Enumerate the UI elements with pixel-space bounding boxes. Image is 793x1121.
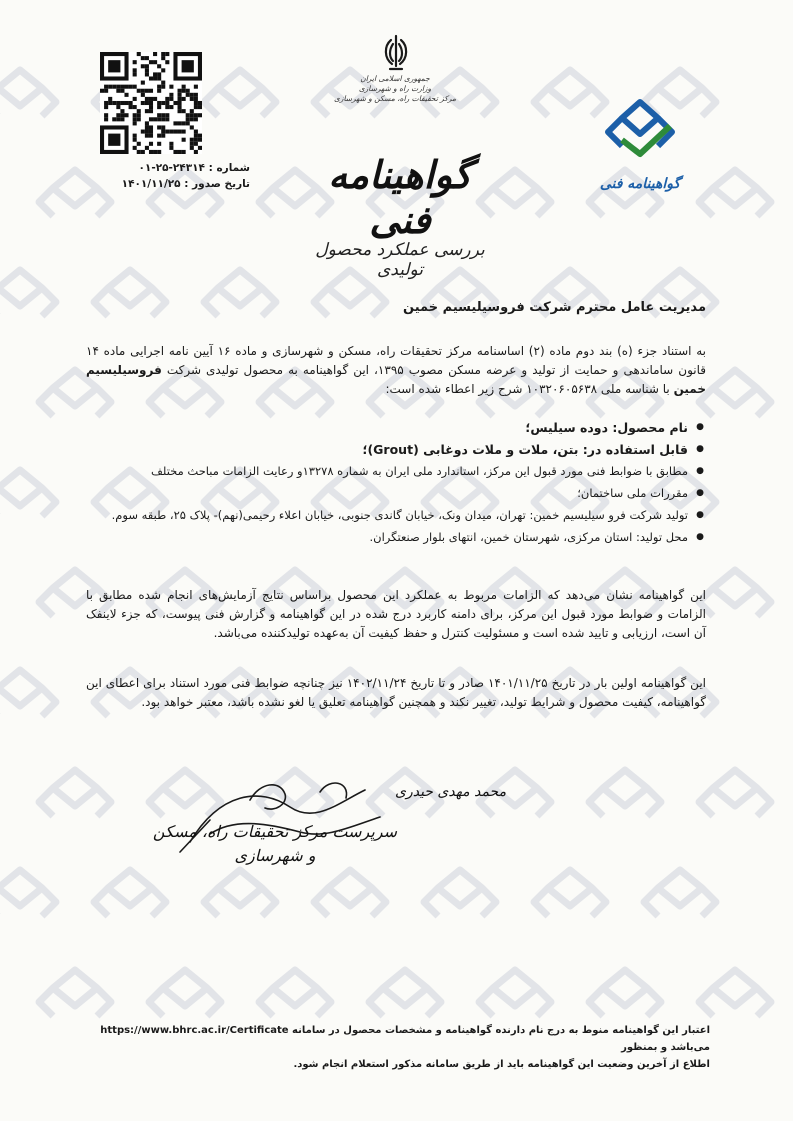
watermark-mark xyxy=(589,970,661,1016)
certificate-subtitle: بررسی عملکرد محصول تولیدی xyxy=(315,240,485,280)
watermark-mark xyxy=(259,970,331,1016)
watermark-mark xyxy=(699,170,771,216)
number-label: شماره : xyxy=(208,162,250,174)
watermark-mark xyxy=(0,670,56,716)
watermark-mark xyxy=(479,970,551,1016)
watermark-mark xyxy=(94,270,166,316)
watermark-mark xyxy=(39,970,111,1016)
addressee: مدیریت عامل محترم شرکت فروسیلیسیم خمین xyxy=(403,300,706,315)
watermark-mark xyxy=(94,870,166,916)
intro-text-end: با شناسه ملی ۱۰۳۲۰۶۰۵۶۳۸ شرح زیر اعطاء شده است: xyxy=(385,382,670,396)
validation-paragraph: این گواهینامه نشان می‌دهد که الزامات مربوط به عملکرد این محصول براساس نتایج آزمایش‌های انجام شده مطابق با الزامات و ضوابط مورد قبول این مرکز، برای دامنه کاربرد درج شده در این گواهینامه و گزارش فنی پیوست، که جزء لاینفک آن است، ارزیابی و تایید شده است و مسئولیت کنترل و حفظ کیفیت آن به‌عهده تولیدکننده می‌باشد. xyxy=(86,588,706,640)
intro-text: به استناد جزء (ه) بند دوم ماده (۲) اساسنامه مرکز تحقیقات راه، مسکن و شهرسازی و ماده ۱۶ آیین نامه اجرایی ماده ۱۴ قانون ساماندهی و حمایت از تولید و عرضه مسکن مصوب ۱۳۹۵، این گواهینامه به محصول تولیدی شرکت xyxy=(86,344,707,377)
validity-paragraph: این گواهینامه اولین بار در تاریخ ۱۴۰۱/۱۱/۲۵ صادر و تا تاریخ ۱۴۰۲/۱۱/۲۴ نیز چنانچه ضوابط فنی مورد استناد برای اعطای این گواهینامه، کیفیت محصول و شرایط تولید، تغییر نکند و همچنین گواهینامه تعلیق یا لغو نشده باشد، معتبر خواهد بود. xyxy=(86,676,706,709)
item-usage: ● قابل استفاده در: بتن، ملات و ملات دوغابی (Grout)؛ xyxy=(86,440,706,459)
national-emblem-icon xyxy=(380,32,412,72)
technical-certificate-logo-icon xyxy=(600,96,680,156)
item-product-name: ● نام محصول: دوده سیلیس؛ xyxy=(86,418,706,437)
number-value: ۲۴۳۱۴-۲۵-۰۱ xyxy=(138,162,205,174)
certificate-items xyxy=(86,418,706,550)
watermark-mark xyxy=(699,970,771,1016)
watermark-mark xyxy=(149,970,221,1016)
company-name: فروسیلیسیم خمین xyxy=(86,363,706,396)
signer-role: سرپرست مرکز تحقیقات راه، مسکن و شهرسازی xyxy=(152,822,398,865)
issue-date-label: تاریخ صدور : xyxy=(184,178,250,190)
item-regulations: ● مقررات ملی ساختمان؛ xyxy=(86,484,706,503)
watermark-mark xyxy=(0,70,56,116)
item-production-site: ● محل تولید: استان مرکزی، شهرستان خمین، انتهای بلوار صنعتگران. xyxy=(86,528,706,547)
watermark-mark xyxy=(534,870,606,916)
watermark-mark xyxy=(424,870,496,916)
item-producer-address: ● تولید شرکت فرو سیلیسیم خمین: تهران، میدان ونک، خیابان گاندی جنوبی، خیابان اعلاء رحیمی(نهم)- پلاک ۲۵، طبقه سوم. xyxy=(86,506,706,525)
signer-name: محمد مهدی حیدری xyxy=(395,784,507,800)
ministry-line: وزارت راه و شهرسازی xyxy=(358,84,432,93)
watermark-mark xyxy=(644,870,716,916)
issue-date xyxy=(100,176,250,192)
watermark-mark xyxy=(204,70,276,116)
footer-line[interactable]: اعتبار این گواهینامه منوط به درج نام دارنده گواهینامه و مشخصات محصول در سامانه https://www.bhrc.ac.ir/Certificate می‌باشد و بمنظور xyxy=(100,1025,710,1053)
footer-line: اطلاع از آخرین وضعیت این گواهینامه باید از طریق سامانه مذکور استعلام انجام شود. xyxy=(293,1059,710,1070)
watermark-mark xyxy=(204,870,276,916)
qr-code[interactable] xyxy=(100,52,202,154)
footer-note xyxy=(80,1022,710,1073)
certificate-title: گواهینامه فنی xyxy=(328,152,472,242)
issue-date-value: ۱۴۰۱/۱۱/۲۵ xyxy=(121,178,181,190)
watermark-mark xyxy=(314,870,386,916)
ministry-line: مرکز تحقیقات راه، مسکن و شهرسازی xyxy=(333,94,457,103)
watermark-mark xyxy=(204,270,276,316)
certificate-number xyxy=(100,160,250,176)
watermark-mark xyxy=(699,570,771,616)
watermark-mark xyxy=(369,970,441,1016)
item-compliance: ● مطابق با ضوابط فنی مورد قبول این مرکز، استاندارد ملی ایران به شماره ۱۳۲۷۸و رعایت الزامات مباحث مختلف xyxy=(86,462,706,481)
watermark-mark xyxy=(0,870,56,916)
logo-caption: گواهینامه فنی xyxy=(599,176,681,192)
certificate-meta xyxy=(100,160,250,192)
intro-paragraph xyxy=(86,342,706,399)
watermark-mark xyxy=(699,770,771,816)
watermark-mark xyxy=(0,270,56,316)
watermark-mark xyxy=(0,470,56,516)
ministry-line: جمهوری اسلامی ایران xyxy=(360,74,430,83)
watermark-mark xyxy=(534,70,606,116)
watermark-mark xyxy=(589,770,661,816)
watermark-mark xyxy=(699,370,771,416)
ministry-header xyxy=(330,74,460,104)
watermark-mark xyxy=(39,770,111,816)
